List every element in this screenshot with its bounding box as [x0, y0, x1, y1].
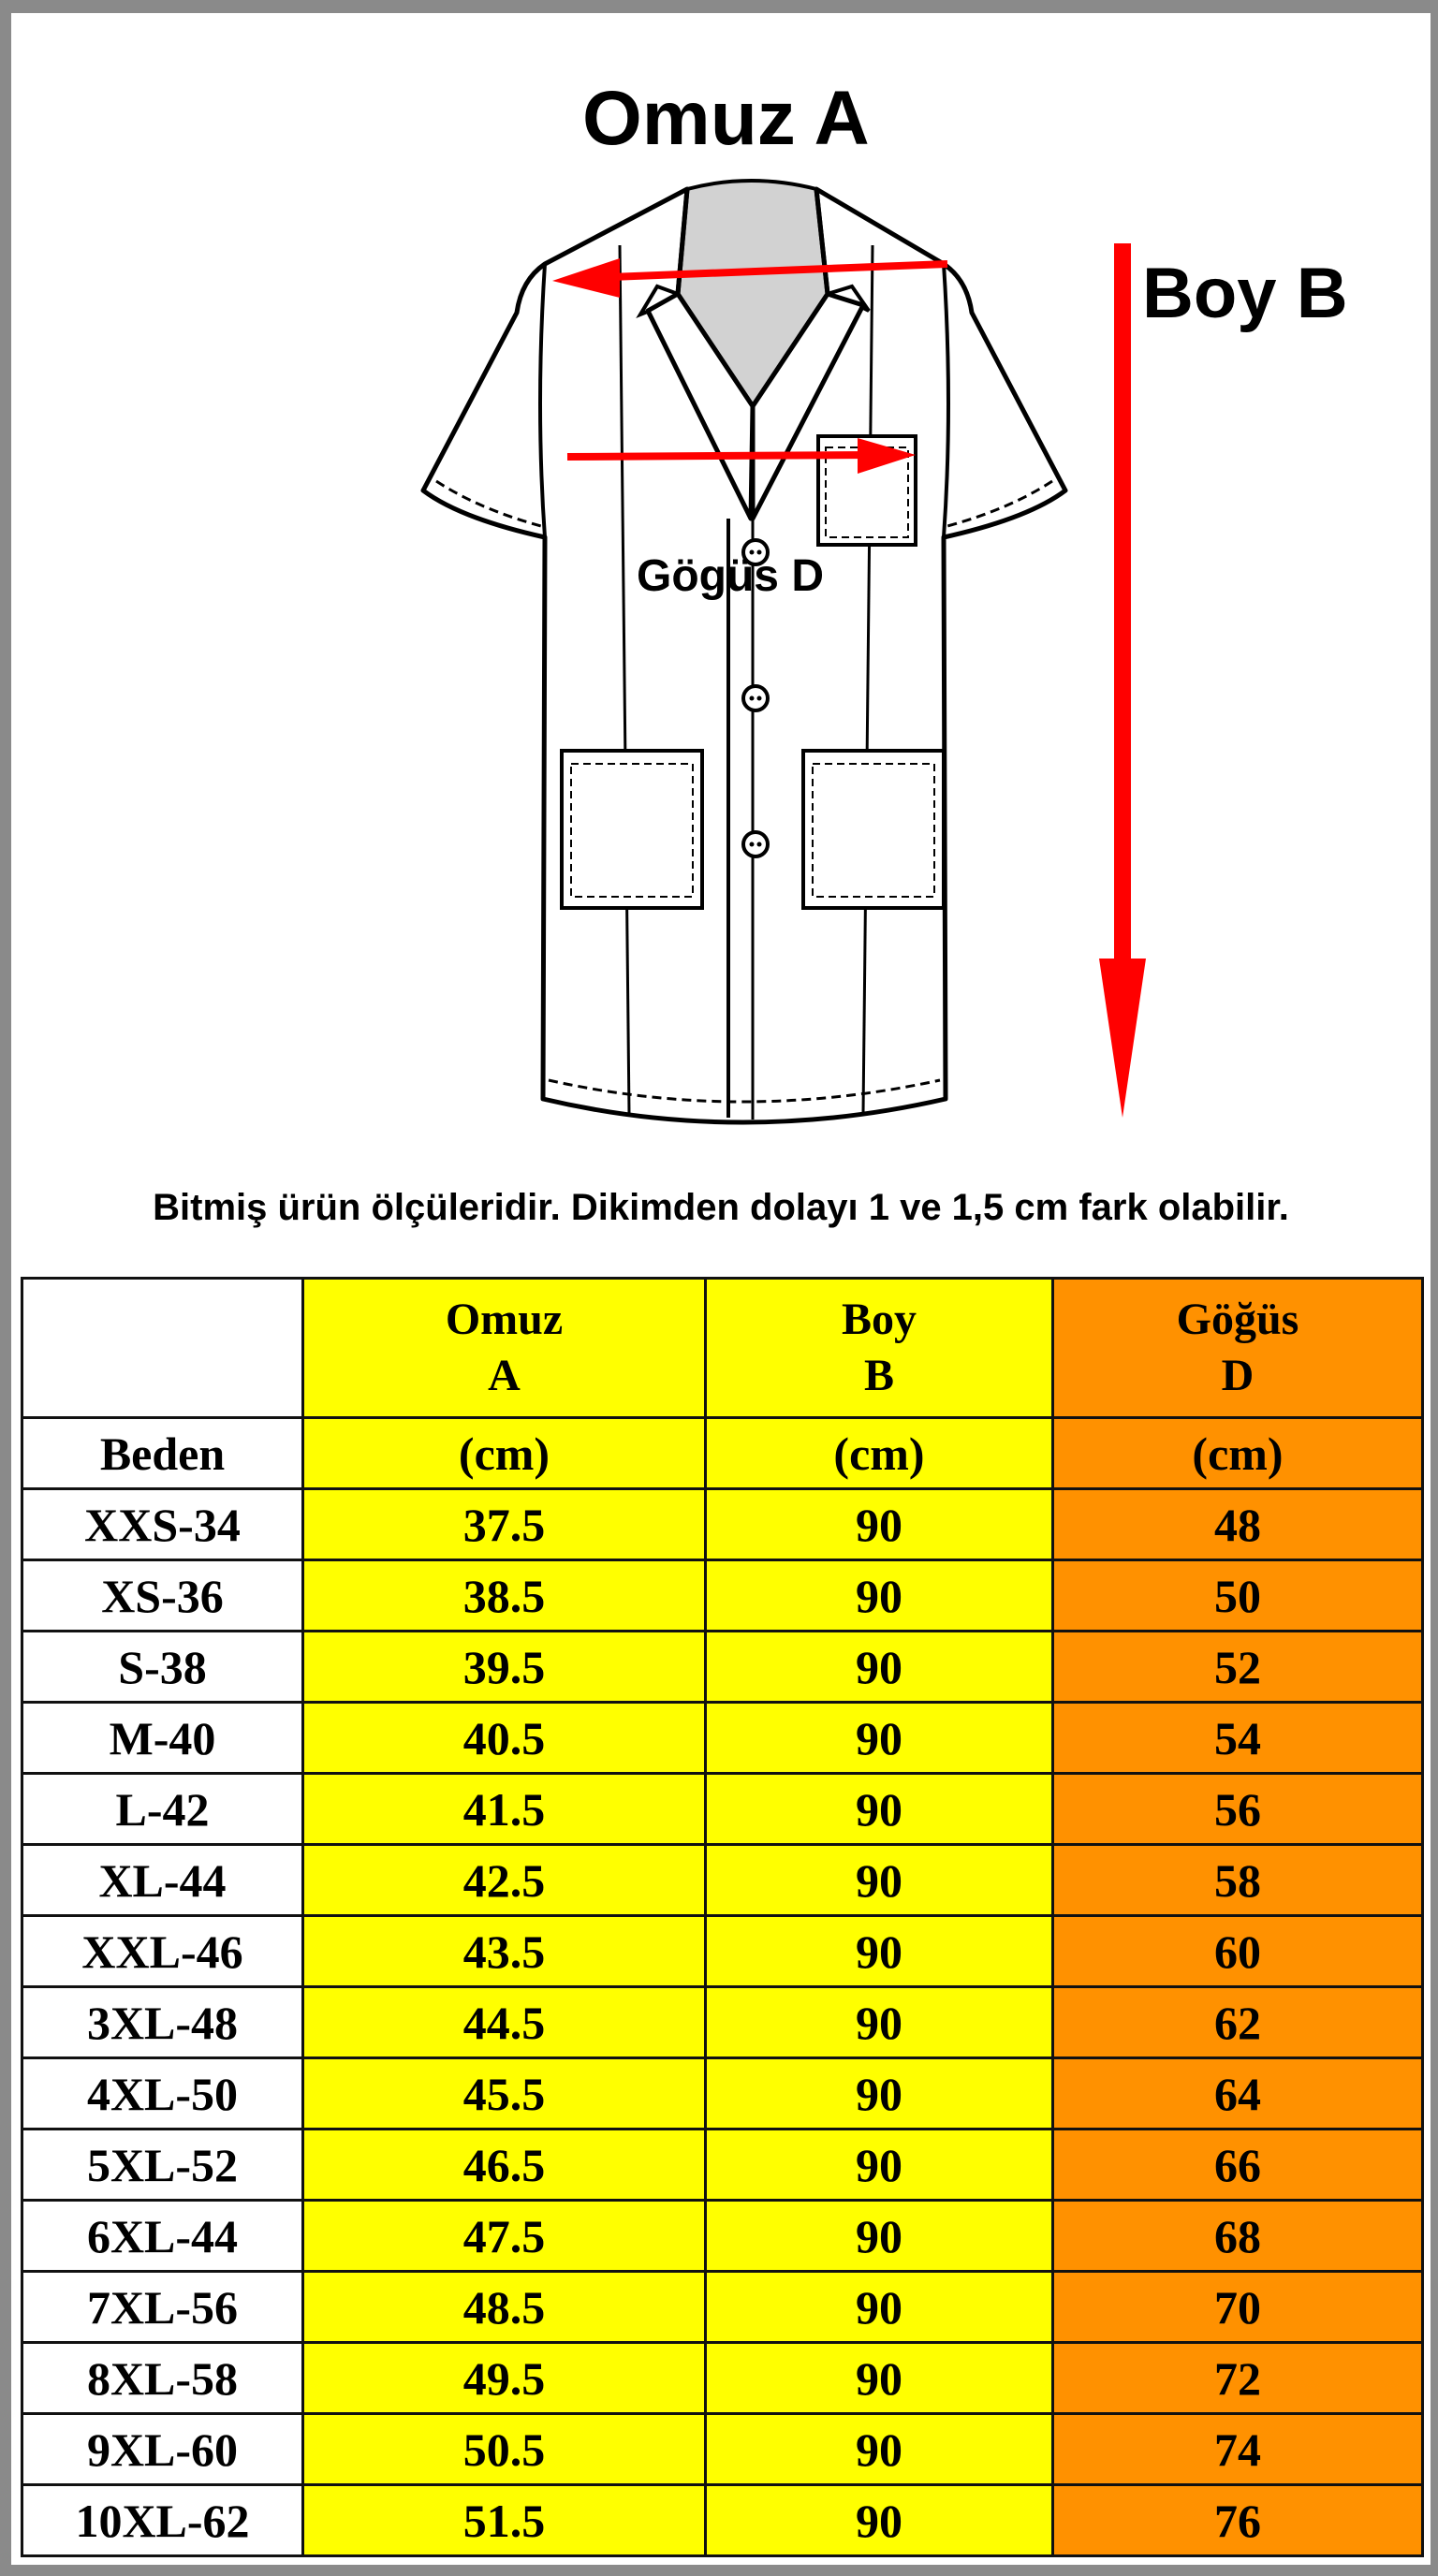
- length-cell: 90: [706, 1560, 1053, 1632]
- size-cell: XL-44: [22, 1845, 303, 1916]
- header-shoulder: [303, 1279, 706, 1418]
- table-header-row: [22, 1279, 1423, 1418]
- header-empty-cell: [22, 1279, 303, 1418]
- units-chest-cell: (cm): [1053, 1418, 1423, 1489]
- size-cell: 8XL-58: [22, 2343, 303, 2414]
- size-cell: 9XL-60: [22, 2414, 303, 2485]
- length-cell: 90: [706, 2201, 1053, 2272]
- header-chest-line2: D: [1221, 1351, 1255, 1400]
- length-cell: 90: [706, 1703, 1053, 1774]
- table-row: [22, 1560, 1423, 1632]
- header-length-line2: B: [863, 1351, 894, 1400]
- table-row: [22, 2414, 1423, 2485]
- chest-cell: 68: [1053, 2201, 1423, 2272]
- size-cell: XXS-34: [22, 1489, 303, 1560]
- chest-cell: 70: [1053, 2272, 1423, 2343]
- chest-cell: 66: [1053, 2130, 1423, 2201]
- size-cell: XS-36: [22, 1560, 303, 1632]
- chest-cell: 52: [1053, 1632, 1423, 1703]
- size-cell: L-42: [22, 1774, 303, 1845]
- chest-cell: 72: [1053, 2343, 1423, 2414]
- size-cell: 3XL-48: [22, 1987, 303, 2058]
- table-row: [22, 2058, 1423, 2130]
- table-row: [22, 2485, 1423, 2556]
- table-row: [22, 1632, 1423, 1703]
- size-chart-page: [11, 13, 1431, 2565]
- table-row: [22, 2130, 1423, 2201]
- header-shoulder-line2: A: [488, 1351, 521, 1400]
- button-2: [743, 686, 768, 710]
- length-cell: 90: [706, 1489, 1053, 1560]
- shoulder-cell: 39.5: [303, 1632, 706, 1703]
- shoulder-cell: 38.5: [303, 1560, 706, 1632]
- size-cell: 5XL-52: [22, 2130, 303, 2201]
- table-row: [22, 1845, 1423, 1916]
- left-pocket: [562, 751, 702, 908]
- length-cell: 90: [706, 2485, 1053, 2556]
- chest-cell: 50: [1053, 1560, 1423, 1632]
- table-row: [22, 1916, 1423, 1987]
- length-label: Boy B: [1142, 254, 1348, 333]
- chest-cell: 76: [1053, 2485, 1423, 2556]
- table-row: [22, 2201, 1423, 2272]
- header-length: [706, 1279, 1053, 1418]
- size-cell: S-38: [22, 1632, 303, 1703]
- header-shoulder-line1: Omuz: [445, 1295, 564, 1344]
- measurement-note: Bitmiş ürün ölçüleridir. Dikimden dolayı 1 ve 1,5 cm fark olabilir.: [153, 1187, 1289, 1228]
- chest-cell: 56: [1053, 1774, 1423, 1845]
- header-length-line1: Boy: [841, 1295, 917, 1344]
- header-chest: [1053, 1279, 1423, 1418]
- shoulder-cell: 48.5: [303, 2272, 706, 2343]
- units-shoulder-cell: (cm): [303, 1418, 706, 1489]
- units-size-cell: Beden: [22, 1418, 303, 1489]
- shoulder-cell: 45.5: [303, 2058, 706, 2130]
- shoulder-label: Omuz A: [582, 76, 870, 161]
- chest-cell: 62: [1053, 1987, 1423, 2058]
- chest-cell: 48: [1053, 1489, 1423, 1560]
- chest-label: Gögüs D: [637, 551, 824, 601]
- shoulder-cell: 37.5: [303, 1489, 706, 1560]
- units-row: [22, 1418, 1423, 1489]
- chest-cell: 64: [1053, 2058, 1423, 2130]
- shoulder-cell: 44.5: [303, 1987, 706, 2058]
- size-cell: 10XL-62: [22, 2485, 303, 2556]
- length-cell: 90: [706, 2058, 1053, 2130]
- shoulder-cell: 49.5: [303, 2343, 706, 2414]
- table-row: [22, 1987, 1423, 2058]
- length-cell: 90: [706, 1845, 1053, 1916]
- table-row: [22, 2272, 1423, 2343]
- length-cell: 90: [706, 1632, 1053, 1703]
- chest-cell: 54: [1053, 1703, 1423, 1774]
- shoulder-cell: 47.5: [303, 2201, 706, 2272]
- shoulder-cell: 43.5: [303, 1916, 706, 1987]
- shoulder-cell: 46.5: [303, 2130, 706, 2201]
- shoulder-cell: 50.5: [303, 2414, 706, 2485]
- length-cell: 90: [706, 2343, 1053, 2414]
- table-row: [22, 2343, 1423, 2414]
- size-table: [21, 1277, 1424, 2557]
- shoulder-cell: 40.5: [303, 1703, 706, 1774]
- length-cell: 90: [706, 2414, 1053, 2485]
- table-row: [22, 1774, 1423, 1845]
- length-cell: 90: [706, 2130, 1053, 2201]
- length-cell: 90: [706, 1916, 1053, 1987]
- header-chest-line1: Göğüs: [1176, 1295, 1299, 1344]
- units-length-cell: (cm): [706, 1418, 1053, 1489]
- size-cell: 4XL-50: [22, 2058, 303, 2130]
- button-3: [743, 832, 768, 856]
- size-cell: 7XL-56: [22, 2272, 303, 2343]
- table-row: [22, 1703, 1423, 1774]
- shoulder-cell: 41.5: [303, 1774, 706, 1845]
- right-pocket: [803, 751, 944, 908]
- length-arrow: [1099, 243, 1146, 1118]
- shoulder-cell: 51.5: [303, 2485, 706, 2556]
- length-cell: 90: [706, 2272, 1053, 2343]
- chest-cell: 58: [1053, 1845, 1423, 1916]
- size-cell: M-40: [22, 1703, 303, 1774]
- shoulder-cell: 42.5: [303, 1845, 706, 1916]
- table-row: [22, 1489, 1423, 1560]
- chest-cell: 74: [1053, 2414, 1423, 2485]
- length-cell: 90: [706, 1774, 1053, 1845]
- length-cell: 90: [706, 1987, 1053, 2058]
- size-cell: 6XL-44: [22, 2201, 303, 2272]
- size-cell: XXL-46: [22, 1916, 303, 1987]
- chest-cell: 60: [1053, 1916, 1423, 1987]
